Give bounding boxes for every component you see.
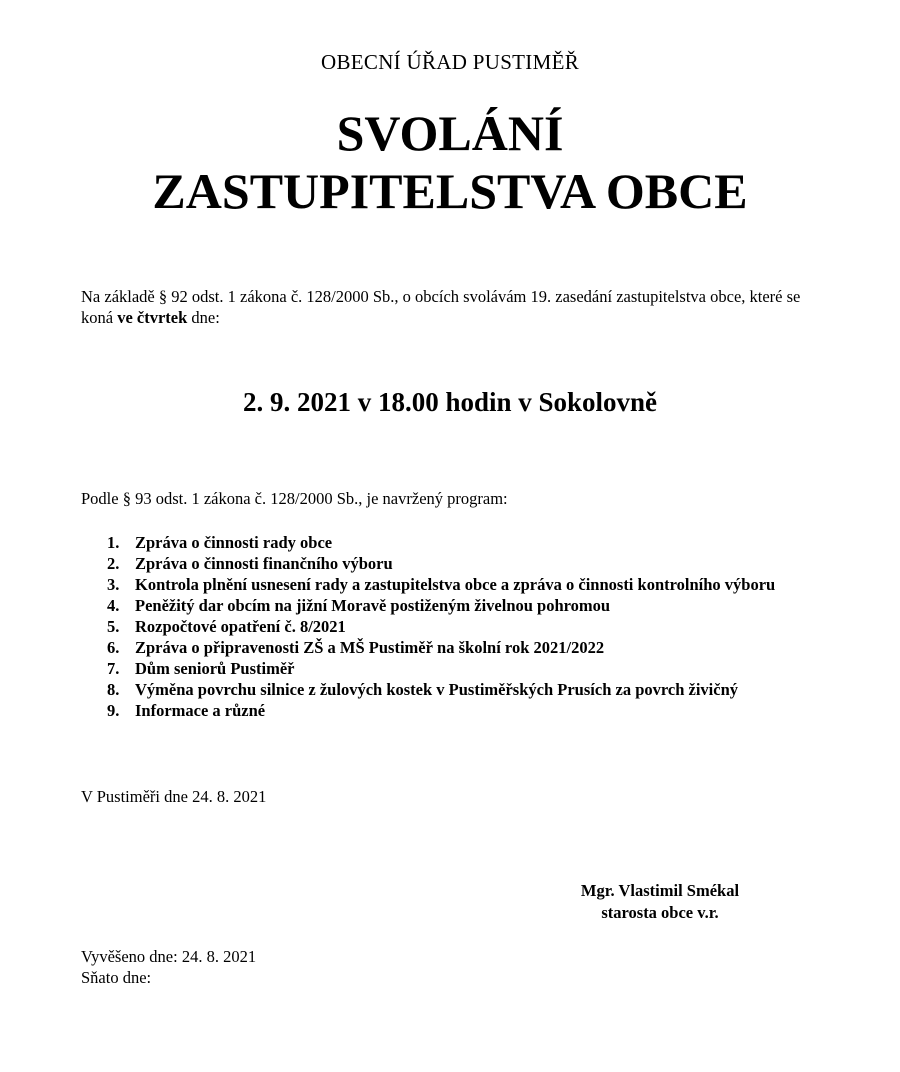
agenda-item-text: Kontrola plnění usnesení rady a zastupitelstva obce a zpráva o činnosti kontrolního výboru bbox=[135, 575, 776, 594]
posted-date: Vyvěšeno dne: 24. 8. 2021 bbox=[81, 947, 257, 966]
intro-text-start: Na základě § 92 odst. 1 zákona č. 128/2000 Sb., o obcích svolávám 19. zasedání zastupitelstva obce, které se koná bbox=[81, 287, 801, 327]
agenda-item-text: Zpráva o připravenosti ZŠ a MŠ Pustiměř na školní rok 2021/2022 bbox=[135, 638, 605, 657]
document-title bbox=[0, 104, 900, 220]
posting-record bbox=[81, 946, 256, 988]
agenda-item bbox=[107, 679, 819, 700]
signatory-name: Mgr. Vlastimil Smékal bbox=[580, 881, 740, 900]
agenda-item bbox=[107, 700, 819, 721]
agenda-item-text: Informace a různé bbox=[135, 701, 266, 720]
agenda-item bbox=[107, 532, 819, 553]
agenda-item-text: Zpráva o činnosti finančního výboru bbox=[135, 554, 393, 573]
signature-block bbox=[560, 880, 760, 924]
agenda-item-number: 8. bbox=[107, 680, 120, 699]
agenda-item-number: 6. bbox=[107, 638, 120, 657]
agenda-item-text: Dům seniorů Pustiměř bbox=[135, 659, 295, 678]
agenda-item-number: 9. bbox=[107, 701, 120, 720]
agenda-item bbox=[107, 595, 819, 616]
agenda-item bbox=[107, 637, 819, 658]
place-and-date: V Pustiměři dne 24. 8. 2021 bbox=[81, 787, 267, 806]
agenda-item-number: 5. bbox=[107, 617, 120, 636]
meeting-date-line: 2. 9. 2021 v 18.00 hodin v Sokolovně bbox=[242, 387, 658, 417]
program-intro: Podle § 93 odst. 1 zákona č. 128/2000 Sb., je navržený program: bbox=[81, 489, 508, 508]
agenda-item bbox=[107, 616, 819, 637]
agenda-item-number: 3. bbox=[107, 575, 120, 594]
agenda-item bbox=[107, 553, 819, 574]
agenda-item bbox=[107, 658, 819, 679]
agenda-item-text: Zpráva o činnosti rady obce bbox=[135, 533, 333, 552]
intro-text-end: dne: bbox=[187, 308, 220, 327]
agenda-item-text: Rozpočtové opatření č. 8/2021 bbox=[135, 617, 346, 636]
intro-paragraph bbox=[81, 286, 821, 328]
agenda-item-text: Výměna povrchu silnice z žulových kostek v Pustiměřských Prusích za povrch živičný bbox=[135, 680, 739, 699]
agenda-item-number: 7. bbox=[107, 659, 120, 678]
removed-date: Sňato dne: bbox=[81, 968, 152, 987]
agenda-item-number: 1. bbox=[107, 533, 120, 552]
agenda-list bbox=[107, 532, 819, 721]
agenda-item-number: 2. bbox=[107, 554, 120, 573]
title-line-2: ZASTUPITELSTVA OBCE bbox=[152, 163, 748, 219]
intro-bold-day: ve čtvrtek bbox=[117, 308, 188, 327]
agenda-item bbox=[107, 574, 819, 595]
title-line-1: SVOLÁNÍ bbox=[336, 105, 564, 161]
signatory-role: starosta obce v.r. bbox=[601, 903, 719, 922]
office-name: OBECNÍ ÚŘAD PUSTIMĚŘ bbox=[320, 50, 580, 74]
agenda-item-text: Peněžitý dar obcím na jižní Moravě postiženým živelnou pohromou bbox=[135, 596, 611, 615]
agenda-item-number: 4. bbox=[107, 596, 120, 615]
